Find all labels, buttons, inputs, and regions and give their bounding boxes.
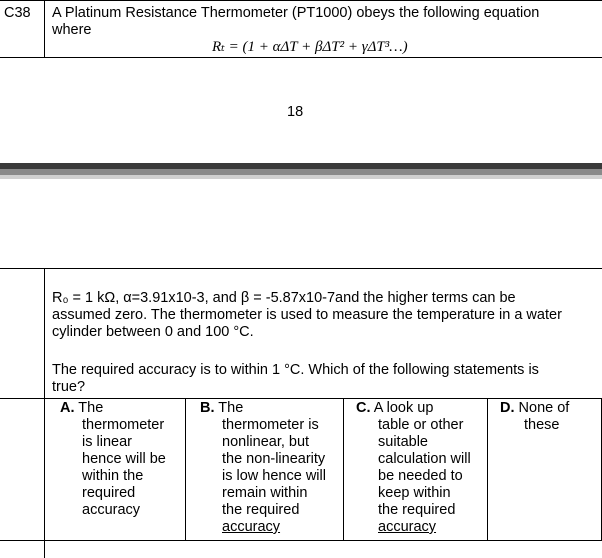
page-break-light: [0, 175, 602, 179]
option-a-label: A.: [60, 400, 75, 416]
question-intro-line1: A Platinum Resistance Thermometer (PT1000) obeys the following equation: [52, 5, 540, 21]
options-divider-cd: [487, 398, 488, 540]
option-c-line: keep within: [378, 485, 451, 501]
option-b-line: is low hence will: [222, 468, 326, 484]
option-a-line: The: [78, 400, 104, 416]
option-a-line: required: [82, 485, 136, 501]
option-a-line: within the: [82, 468, 144, 484]
number-column-divider: [44, 0, 45, 57]
row2-top-border: [0, 268, 602, 269]
option-b-line: the required: [222, 502, 300, 518]
option-c-label: C.: [356, 400, 371, 416]
page-number: 18: [287, 104, 304, 120]
option-b: [200, 400, 340, 536]
option-b-line: nonlinear, but: [222, 434, 310, 450]
option-b-line: accuracy: [222, 519, 281, 535]
question-number: C38: [4, 5, 31, 21]
option-d-line: None of: [518, 400, 570, 416]
option-c-line: accuracy: [378, 519, 437, 535]
option-c-line: suitable: [378, 434, 428, 450]
option-b-label: B.: [200, 400, 215, 416]
option-c-line: table or other: [378, 417, 464, 433]
number-column-divider-2: [44, 268, 45, 558]
option-c-line: A look up: [373, 400, 434, 416]
options-bottom-border: [0, 540, 602, 541]
params-line3: cylinder between 0 and 100 °C.: [52, 324, 254, 340]
equation: Rₜ = (1 + αΔT + βΔT² + γΔT³…): [212, 39, 408, 55]
option-c-line: the required: [378, 502, 456, 518]
question-intro-line2: where: [52, 22, 92, 38]
params-paragraph: [52, 290, 598, 341]
option-b-line: the non-linearity: [222, 451, 326, 467]
prompt-paragraph: [52, 362, 598, 396]
options-divider-bc: [343, 398, 344, 540]
option-b-line: remain within: [222, 485, 308, 501]
row1-bottom-border: [0, 57, 602, 58]
options-divider-ab: [185, 398, 186, 540]
params-line1: R₀ = 1 kΩ, α=3.91x10-3, and β = -5.87x10-7and the higher terms can be: [52, 290, 516, 306]
option-a-line: accuracy: [82, 502, 141, 518]
option-b-line: The: [218, 400, 244, 416]
options-top-border: [0, 398, 602, 399]
option-c: [356, 400, 484, 536]
option-a-line: is linear: [82, 434, 132, 450]
option-a-line: thermometer: [82, 417, 165, 433]
prompt-line1: The required accuracy is to within 1 °C. Which of the following statements is: [52, 362, 539, 378]
params-line2: assumed zero. The thermometer is used to measure the temperature in a water: [52, 307, 562, 323]
prompt-line2: true?: [52, 379, 86, 395]
option-a: [60, 400, 182, 519]
option-a-line: hence will be: [82, 451, 166, 467]
top-border: [0, 0, 602, 1]
option-d-label: D.: [500, 400, 515, 416]
option-c-line: be needed to: [378, 468, 463, 484]
option-d-line: these: [524, 417, 560, 433]
option-b-line: thermometer is: [222, 417, 319, 433]
option-d: [500, 400, 598, 434]
option-c-line: calculation will: [378, 451, 471, 467]
